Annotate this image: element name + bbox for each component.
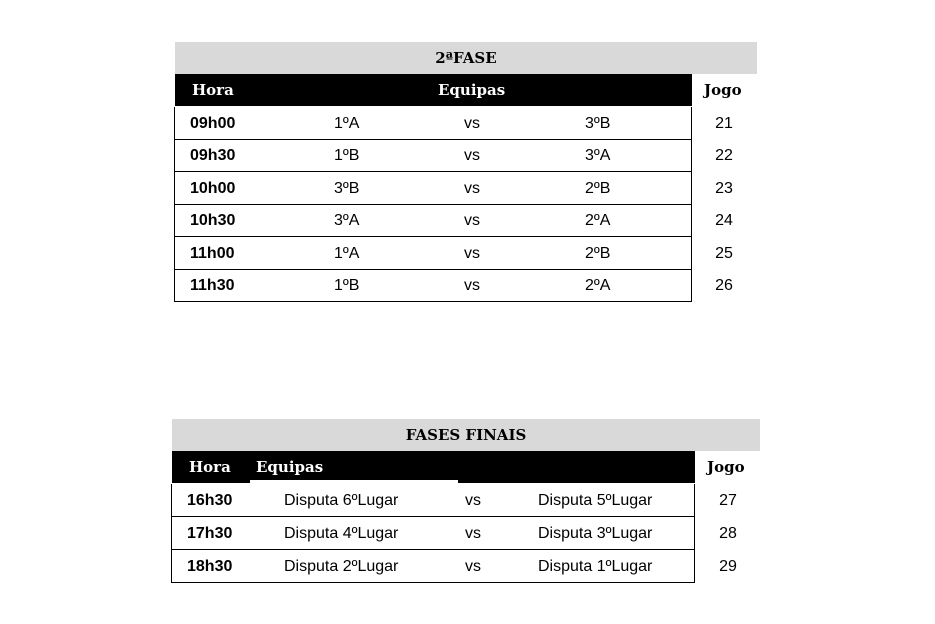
team2-cell: 2ºB [585,245,611,262]
hora-cell: 10h30 [190,212,236,229]
team1-cell: Disputa 2ºLugar [284,558,399,575]
hora-cell: 17h30 [187,525,233,542]
team2-cell: 3ºA [585,147,611,164]
team2-cell: Disputa 5ºLugar [538,492,653,509]
table-row [171,517,695,550]
team1-cell: 1ºA [334,115,360,132]
vs-cell: vs [465,492,481,509]
vs-cell: vs [464,180,480,197]
table-row [174,270,692,302]
hora-cell: 09h00 [190,115,236,132]
table-row [174,140,692,172]
finais-header-hora: Hora [189,458,231,476]
team1-cell: Disputa 4ºLugar [284,525,399,542]
hora-cell: 09h30 [190,147,236,164]
jogo-cell: 27 [719,492,737,509]
vs-cell: vs [464,115,480,132]
finais-header-equipas: Equipas [256,458,324,476]
fase2-header-jogo: Jogo [704,81,742,99]
team1-cell: 3ºB [334,180,360,197]
table-row [174,107,692,140]
vs-cell: vs [465,558,481,575]
hora-cell: 10h00 [190,180,236,197]
team1-cell: 3ºA [334,212,360,229]
finais-title: FASES FINAIS [172,419,760,451]
table-row [171,550,695,583]
team2-cell: 2ºA [585,277,611,294]
vs-cell: vs [465,525,481,542]
team1-cell: Disputa 6ºLugar [284,492,399,509]
jogo-cell: 22 [715,147,733,164]
fase2-header-hora: Hora [192,81,234,99]
jogo-cell: 21 [715,115,733,132]
table-row [174,172,692,205]
fase2-header-equipas: Equipas [438,81,506,99]
fase2-header-bar [175,74,692,106]
team2-cell: 3ºB [585,115,611,132]
team2-cell: Disputa 1ºLugar [538,558,653,575]
hora-cell: 18h30 [187,558,233,575]
jogo-cell: 29 [719,558,737,575]
team2-cell: 2ºB [585,180,611,197]
hora-cell: 16h30 [187,492,233,509]
vs-cell: vs [464,277,480,294]
table-row [174,237,692,270]
hora-cell: 11h30 [190,277,235,294]
jogo-cell: 23 [715,180,733,197]
team2-cell: Disputa 3ºLugar [538,525,653,542]
team1-cell: 1ºB [334,147,360,164]
jogo-cell: 25 [715,245,733,262]
fase2-title: 2ªFASE [175,42,757,74]
vs-cell: vs [464,245,480,262]
vs-cell: vs [464,212,480,229]
vs-cell: vs [464,147,480,164]
jogo-cell: 24 [715,212,733,229]
jogo-cell: 26 [715,277,733,294]
team2-cell: 2ºA [585,212,611,229]
finais-header-bar [172,451,695,483]
jogo-cell: 28 [719,525,737,542]
team1-cell: 1ºA [334,245,360,262]
table-row [174,205,692,237]
finais-header-jogo: Jogo [707,458,745,476]
table-row [171,484,695,517]
hora-cell: 11h00 [190,245,235,262]
team1-cell: 1ºB [334,277,360,294]
